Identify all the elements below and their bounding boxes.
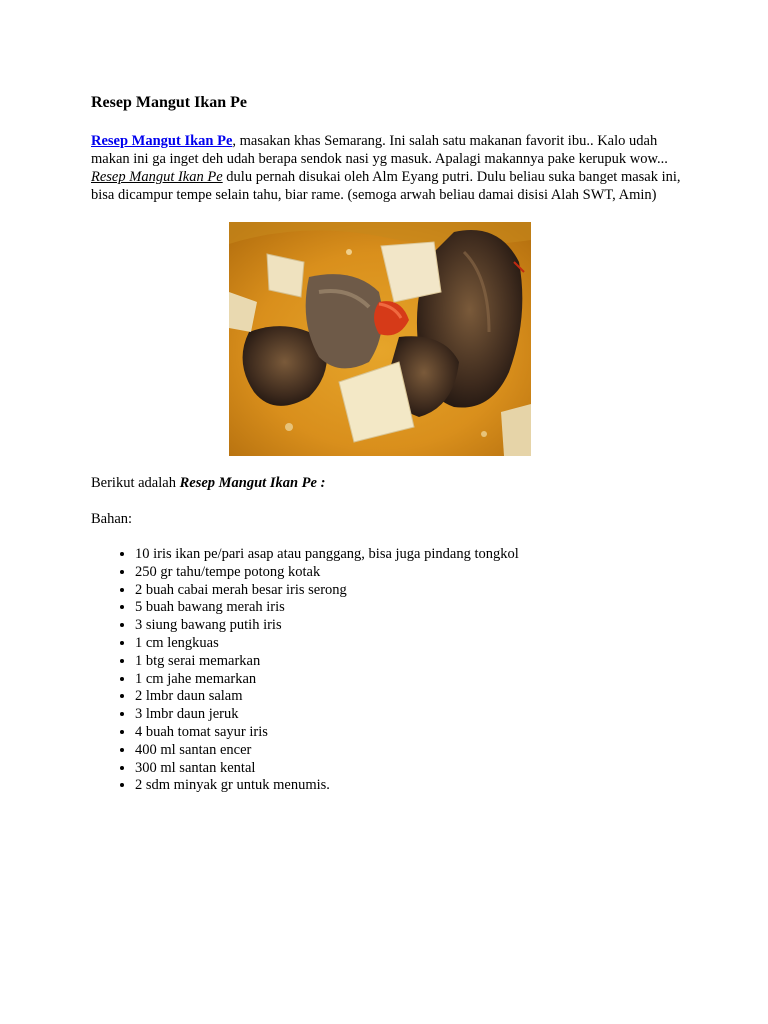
spacer — [91, 456, 681, 474]
list-item: • 1 btg serai memarkan — [135, 653, 681, 671]
ingredients-list — [91, 546, 681, 795]
list-item: • 10 iris ikan pe/pari asap atau panggang, bisa juga pindang tongkol — [135, 546, 681, 564]
paragraph-history-text: dulu pernah disukai oleh Alm Eyang putri. Dulu beliau suka banget masak ini, bisa dicampur tempe selain tahu, biar rame. (semoga arwah beliau damai disisi Alah SWT, Amin) — [91, 169, 681, 203]
list-item: • 300 ml santan kental — [135, 760, 681, 778]
list-item: • 1 cm lengkuas — [135, 635, 681, 653]
list-item: • 400 ml santan encer — [135, 742, 681, 760]
recipe-link[interactable]: Resep Mangut Ikan Pe — [91, 133, 233, 149]
paragraph-history — [91, 168, 681, 204]
list-item: • 2 sdm minyak gr untuk menumis. — [135, 777, 681, 795]
list-item: • 3 lmbr daun jeruk — [135, 706, 681, 724]
list-item: • 250 gr tahu/tempe potong kotak — [135, 564, 681, 582]
article-title: Resep Mangut Ikan Pe — [91, 94, 248, 111]
paragraph-intro — [91, 132, 681, 168]
list-item: • 1 cm jahe memarkan — [135, 671, 681, 689]
list-item: • 2 lmbr daun salam — [135, 688, 681, 706]
mangut-photo — [229, 222, 531, 456]
article — [91, 94, 681, 795]
list-item: • 2 buah cabai merah besar iris serong — [135, 582, 681, 600]
spacer — [91, 492, 681, 510]
spacer — [91, 528, 681, 546]
recipe-intro-prefix: Berikut adalah — [91, 475, 180, 491]
ingredients-heading: Bahan: — [91, 511, 133, 527]
list-item: • 3 siung bawang putih iris — [135, 617, 681, 635]
recipe-name-italic: Resep Mangut Ikan Pe — [91, 169, 223, 185]
recipe-intro — [91, 474, 681, 492]
list-item: • 5 buah bawang merah iris — [135, 599, 681, 617]
list-item: • 4 buah tomat sayur iris — [135, 724, 681, 742]
paragraph-intro-text: , masakan khas Semarang. Ini salah satu makanan favorit ibu.. Kalo udah makan ini ga inget deh udah berapa sendok nasi yg masuk. Apalagi makannya pake kerupuk wow... — [91, 133, 668, 167]
recipe-intro-name: Resep Mangut Ikan Pe : — [179, 475, 326, 491]
